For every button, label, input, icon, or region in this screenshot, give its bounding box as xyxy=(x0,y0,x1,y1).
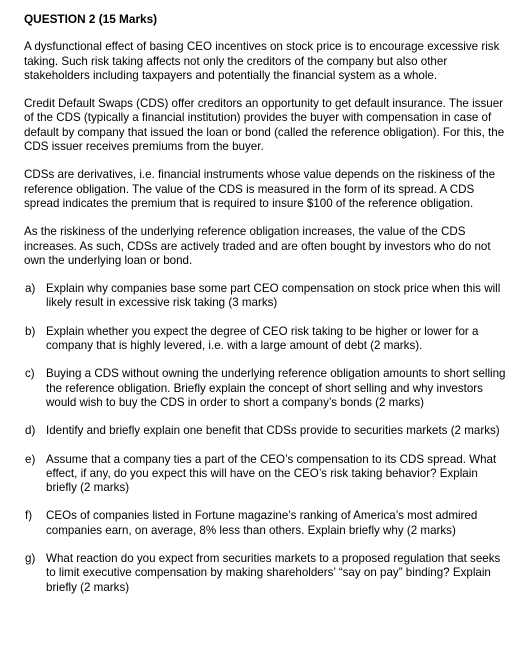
question-heading: QUESTION 2 (15 Marks) xyxy=(24,12,158,26)
question-marker: d) xyxy=(25,424,36,438)
question-item-e xyxy=(24,453,506,496)
question-marker: c) xyxy=(25,367,35,381)
question-text: Assume that a company ties a part of the CEO’s compensation to its CDS spread. What effect, if any, do you expect this will have on the CEO’s risk taking behavior? Explain briefly (2 marks) xyxy=(46,452,497,495)
question-item-d xyxy=(24,424,506,438)
question-marker: e) xyxy=(25,452,36,466)
question-marker: g) xyxy=(25,552,36,566)
question-item-g xyxy=(24,552,506,595)
question-text: Identify and briefly explain one benefit that CDSs provide to securities markets (2 marks) xyxy=(46,424,500,438)
question-marker: a) xyxy=(25,282,36,296)
question-item-c xyxy=(24,367,506,410)
question-item-f xyxy=(24,509,506,538)
intro-paragraph-4: As the riskiness of the underlying reference obligation increases, the value of the CDS increases. As such, CDSs are actively traded and are often bought by investors who do not own the underlying loan or bond. xyxy=(24,225,491,267)
question-text: CEOs of companies listed in Fortune magazine’s ranking of America’s most admired companies earn, on average, 8% less than others. Explain briefly why (2 marks) xyxy=(46,509,478,537)
question-list xyxy=(24,282,506,595)
question-text: Explain why companies base some part CEO compensation on stock price when this will likely result in excessive risk taking (3 marks) xyxy=(46,282,501,310)
question-text: Buying a CDS without owning the underlying reference obligation amounts to short selling the reference obligation. Briefly explain the concept of short selling and why investors would wish to buy the CDS in order to short a company’s bonds (2 marks) xyxy=(46,367,506,409)
question-item-a xyxy=(24,282,506,311)
question-marker: b) xyxy=(25,324,36,338)
question-text: What reaction do you expect from securities markets to a proposed regulation that seeks to limit executive compensation by making shareholders’ “say on pay” binding? Explain briefly (2 marks) xyxy=(46,552,501,594)
intro-paragraph-3: CDSs are derivatives, i.e. financial instruments whose value depends on the riskiness of the reference obligation. The value of the CDS is measured in the form of its spread. A CDS spread indicates the premium that is required to insure $100 of the reference obligation. xyxy=(24,168,496,210)
intro-paragraph-2: Credit Default Swaps (CDS) offer creditors an opportunity to get default insurance. The issuer of the CDS (typically a financial institution) provides the buyer with compensation in case of default by company that issued the loan or bond (called the reference obligation). For this, the CDS issuer receives premiums from the buyer. xyxy=(24,97,505,154)
intro-paragraph-1: A dysfunctional effect of basing CEO incentives on stock price is to encourage excessive risk taking. Such risk taking affects not only the creditors of the company but also other stakeholders including taxpayers and potentially the financial system as a whole. xyxy=(24,40,500,82)
question-text: Explain whether you expect the degree of CEO risk taking to be higher or lower for a company that is highly levered, i.e. with a large amount of debt (2 marks). xyxy=(46,324,479,353)
question-marker: f) xyxy=(25,509,33,523)
question-item-b xyxy=(24,325,506,354)
